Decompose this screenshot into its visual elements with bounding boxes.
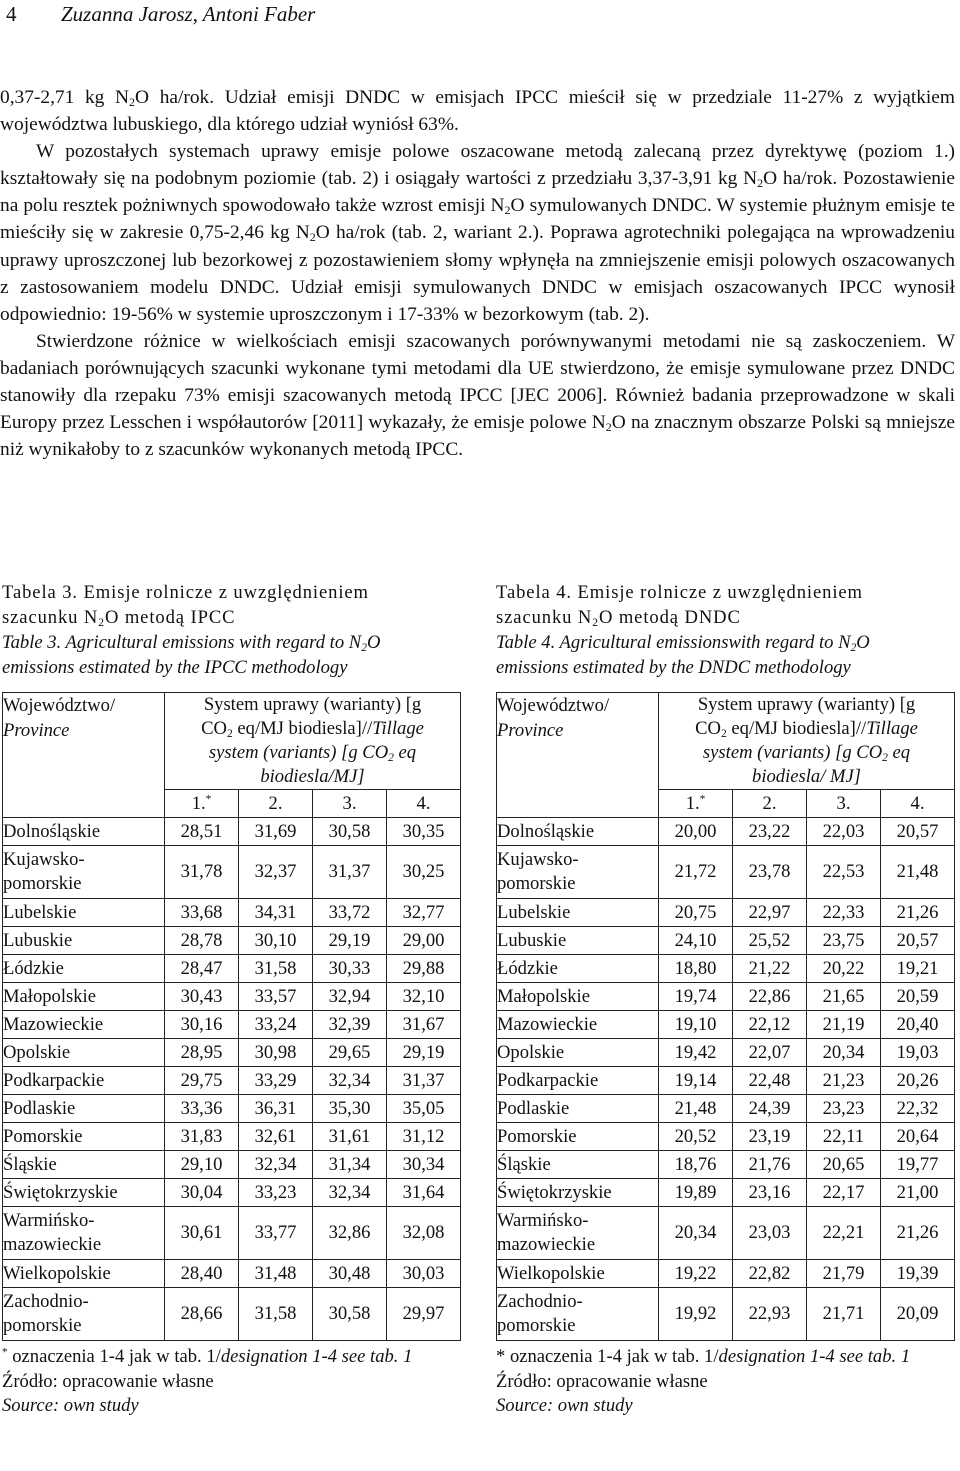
value-cell: 22,03 bbox=[807, 818, 881, 846]
value-cell: 20,34 bbox=[807, 1039, 881, 1067]
table-row bbox=[497, 846, 955, 899]
table-3-body bbox=[3, 693, 461, 1341]
value-cell: 19,10 bbox=[659, 1011, 733, 1039]
value-cell: 23,78 bbox=[733, 846, 807, 899]
value-cell: 25,52 bbox=[733, 927, 807, 955]
value-cell: 22,93 bbox=[733, 1288, 807, 1341]
table-4-body bbox=[497, 693, 955, 1341]
table-row bbox=[497, 1288, 955, 1341]
value-cell: 18,80 bbox=[659, 955, 733, 983]
table-row bbox=[3, 1151, 461, 1179]
table-3-footnote: * oznaczenia 1-4 jak w tab. 1/designation 1-4 see tab. 1 bbox=[2, 1346, 413, 1367]
value-cell: 33,24 bbox=[239, 1011, 313, 1039]
value-cell: 19,21 bbox=[881, 955, 955, 983]
province-cell: Łódzkie bbox=[3, 955, 165, 983]
value-cell: 18,76 bbox=[659, 1151, 733, 1179]
value-cell: 35,05 bbox=[387, 1095, 461, 1123]
value-cell: 21,71 bbox=[807, 1288, 881, 1341]
value-cell: 33,68 bbox=[165, 899, 239, 927]
table-row bbox=[3, 1039, 461, 1067]
variant-header-1: 1.* bbox=[659, 790, 733, 818]
value-cell: 29,75 bbox=[165, 1067, 239, 1095]
value-cell: 22,97 bbox=[733, 899, 807, 927]
table-row bbox=[497, 1179, 955, 1207]
col-header-province: Województwo/ Province bbox=[497, 693, 659, 818]
province-cell: Zachodnio- pomorskie bbox=[497, 1288, 659, 1341]
province-cell: Lubelskie bbox=[3, 899, 165, 927]
value-cell: 21,76 bbox=[733, 1151, 807, 1179]
value-cell: 20,65 bbox=[807, 1151, 881, 1179]
table-row bbox=[497, 1260, 955, 1288]
table-4-title-pl: Tabela 4. Emisje rolnicze z uwzględnieniem szacunku $N_2O$ metodą DNDC bbox=[496, 582, 863, 629]
variant-header-3: 3. bbox=[807, 790, 881, 818]
value-cell: 20,59 bbox=[881, 983, 955, 1011]
province-cell: Mazowieckie bbox=[497, 1011, 659, 1039]
value-cell: 31,34 bbox=[313, 1151, 387, 1179]
table-row bbox=[497, 955, 955, 983]
value-cell: 34,31 bbox=[239, 899, 313, 927]
table-3-source-en: Source: own study bbox=[2, 1395, 139, 1416]
value-cell: 31,48 bbox=[239, 1260, 313, 1288]
table-row bbox=[3, 846, 461, 899]
value-cell: 23,75 bbox=[807, 927, 881, 955]
value-cell: 21,23 bbox=[807, 1067, 881, 1095]
value-cell: 22,32 bbox=[881, 1095, 955, 1123]
province-cell: Podlaskie bbox=[3, 1095, 165, 1123]
province-cell: Świętokrzyskie bbox=[497, 1179, 659, 1207]
value-cell: 20,64 bbox=[881, 1123, 955, 1151]
value-cell: 19,39 bbox=[881, 1260, 955, 1288]
value-cell: 28,78 bbox=[165, 927, 239, 955]
value-cell: 21,22 bbox=[733, 955, 807, 983]
value-cell: 19,22 bbox=[659, 1260, 733, 1288]
province-cell: Mazowieckie bbox=[3, 1011, 165, 1039]
value-cell: 32,39 bbox=[313, 1011, 387, 1039]
variant-header-4: 4. bbox=[387, 790, 461, 818]
value-cell: 21,48 bbox=[659, 1095, 733, 1123]
province-cell: Podkarpackie bbox=[3, 1067, 165, 1095]
table-4-title-en: Table 4. Agricultural emissionswith regard to $N_2O$ emissions estimated by the DNDC methodology bbox=[496, 632, 870, 678]
table-row bbox=[497, 818, 955, 846]
table-row bbox=[497, 1039, 955, 1067]
table-row bbox=[3, 1095, 461, 1123]
value-cell: 31,64 bbox=[387, 1179, 461, 1207]
value-cell: 20,22 bbox=[807, 955, 881, 983]
value-cell: 32,61 bbox=[239, 1123, 313, 1151]
value-cell: 21,48 bbox=[881, 846, 955, 899]
province-cell: Podlaskie bbox=[497, 1095, 659, 1123]
value-cell: 31,37 bbox=[313, 846, 387, 899]
col-header-system: System uprawy (warianty) [g $CO_2$ eq/MJ biodiesla]//Tillage system (variants) [g $CO_2$ eq biodiesla/ MJ] bbox=[659, 693, 955, 790]
value-cell: 28,66 bbox=[165, 1288, 239, 1341]
value-cell: 30,98 bbox=[239, 1039, 313, 1067]
table-3-notes bbox=[2, 1345, 461, 1419]
value-cell: 31,69 bbox=[239, 818, 313, 846]
col-header-system: System uprawy (warianty) [g $CO_2$ eq/MJ biodiesla]//Tillage system (variants) [g $CO_2$ eq biodiesla/MJ] bbox=[165, 693, 461, 790]
value-cell: 22,86 bbox=[733, 983, 807, 1011]
province-cell: Łódzkie bbox=[497, 955, 659, 983]
province-cell: Pomorskie bbox=[3, 1123, 165, 1151]
value-cell: 31,61 bbox=[313, 1123, 387, 1151]
value-cell: 36,31 bbox=[239, 1095, 313, 1123]
province-cell: Kujawsko- pomorskie bbox=[3, 846, 165, 899]
value-cell: 19,89 bbox=[659, 1179, 733, 1207]
variant-header-2: 2. bbox=[239, 790, 313, 818]
value-cell: 33,72 bbox=[313, 899, 387, 927]
col-header-province: Województwo/ Province bbox=[3, 693, 165, 818]
value-cell: 30,61 bbox=[165, 1207, 239, 1260]
value-cell: 29,88 bbox=[387, 955, 461, 983]
value-cell: 20,26 bbox=[881, 1067, 955, 1095]
value-cell: 22,82 bbox=[733, 1260, 807, 1288]
value-cell: 20,75 bbox=[659, 899, 733, 927]
value-cell: 32,34 bbox=[313, 1067, 387, 1095]
table-3-title-pl: Tabela 3. Emisje rolnicze z uwzględnieniem szacunku $N_2O$ metodą IPCC bbox=[2, 582, 369, 629]
province-cell: Pomorskie bbox=[497, 1123, 659, 1151]
value-cell: 31,78 bbox=[165, 846, 239, 899]
province-cell: Małopolskie bbox=[3, 983, 165, 1011]
value-cell: 20,00 bbox=[659, 818, 733, 846]
table-row bbox=[3, 818, 461, 846]
table-4-footnote: * oznaczenia 1-4 jak w tab. 1/designation 1-4 see tab. 1 bbox=[496, 1346, 911, 1367]
table-row bbox=[3, 1011, 461, 1039]
value-cell: 30,48 bbox=[313, 1260, 387, 1288]
value-cell: 33,57 bbox=[239, 983, 313, 1011]
province-cell: Warmińsko- mazowieckie bbox=[497, 1207, 659, 1260]
value-cell: 31,37 bbox=[387, 1067, 461, 1095]
table-3 bbox=[2, 692, 461, 1341]
table-4 bbox=[496, 692, 955, 1341]
province-cell: Lubuskie bbox=[3, 927, 165, 955]
page-number: 4 bbox=[6, 2, 17, 26]
table-row bbox=[497, 983, 955, 1011]
paragraph-3: Stwierdzone różnice w wielkościach emisji szacowanych porównywanymi metodami nie są zaskoczeniem. W badaniach porównujących szacunki wykonane tymi metodami dla UE stwierdzono, że emisje symulowane przez DNDC stanowiły dla rzepaku 73% emisji szacowanych metodą IPCC [JEC 2006]. Również badania przeprowadzone w skali Europy przez Lesschen i współautorów [2011] wykazały, że emisje polowe $N_2O$ na znacznym obszarze Polski są mniejsze niż wynikałoby to z szacunków wykonanych metodą IPCC. bbox=[0, 330, 955, 461]
value-cell: 32,34 bbox=[239, 1151, 313, 1179]
value-cell: 30,58 bbox=[313, 818, 387, 846]
table-header-row bbox=[497, 693, 955, 790]
value-cell: 20,09 bbox=[881, 1288, 955, 1341]
value-cell: 28,40 bbox=[165, 1260, 239, 1288]
value-cell: 22,12 bbox=[733, 1011, 807, 1039]
value-cell: 30,35 bbox=[387, 818, 461, 846]
table-row bbox=[3, 899, 461, 927]
value-cell: 29,97 bbox=[387, 1288, 461, 1341]
value-cell: 22,48 bbox=[733, 1067, 807, 1095]
value-cell: 32,86 bbox=[313, 1207, 387, 1260]
table-row bbox=[3, 1207, 461, 1260]
value-cell: 21,79 bbox=[807, 1260, 881, 1288]
table-3-source-pl: Źródło: opracowanie własne bbox=[2, 1370, 214, 1392]
value-cell: 23,16 bbox=[733, 1179, 807, 1207]
value-cell: 21,00 bbox=[881, 1179, 955, 1207]
value-cell: 21,72 bbox=[659, 846, 733, 899]
value-cell: 28,95 bbox=[165, 1039, 239, 1067]
value-cell: 29,65 bbox=[313, 1039, 387, 1067]
value-cell: 23,19 bbox=[733, 1123, 807, 1151]
province-cell: Podkarpackie bbox=[497, 1067, 659, 1095]
value-cell: 32,34 bbox=[313, 1179, 387, 1207]
table-4-notes bbox=[496, 1345, 955, 1419]
variant-header-3: 3. bbox=[313, 790, 387, 818]
value-cell: 21,26 bbox=[881, 899, 955, 927]
value-cell: 19,92 bbox=[659, 1288, 733, 1341]
value-cell: 31,58 bbox=[239, 1288, 313, 1341]
province-cell: Śląskie bbox=[3, 1151, 165, 1179]
value-cell: 19,14 bbox=[659, 1067, 733, 1095]
value-cell: 21,26 bbox=[881, 1207, 955, 1260]
body-text bbox=[0, 84, 955, 463]
value-cell: 20,52 bbox=[659, 1123, 733, 1151]
value-cell: 31,58 bbox=[239, 955, 313, 983]
value-cell: 32,10 bbox=[387, 983, 461, 1011]
value-cell: 28,47 bbox=[165, 955, 239, 983]
value-cell: 19,42 bbox=[659, 1039, 733, 1067]
table-row bbox=[497, 1067, 955, 1095]
value-cell: 20,57 bbox=[881, 818, 955, 846]
value-cell: 33,23 bbox=[239, 1179, 313, 1207]
value-cell: 19,77 bbox=[881, 1151, 955, 1179]
province-cell: Warmińsko- mazowieckie bbox=[3, 1207, 165, 1260]
province-cell: Opolskie bbox=[3, 1039, 165, 1067]
value-cell: 33,77 bbox=[239, 1207, 313, 1260]
value-cell: 22,33 bbox=[807, 899, 881, 927]
variant-header-1: 1.* bbox=[165, 790, 239, 818]
value-cell: 32,08 bbox=[387, 1207, 461, 1260]
running-authors: Zuzanna Jarosz, Antoni Faber bbox=[61, 2, 316, 26]
table-3-title-en: Table 3. Agricultural emissions with regard to $N_2O$ emissions estimated by the IPCC methodology bbox=[2, 632, 381, 678]
value-cell: 35,30 bbox=[313, 1095, 387, 1123]
table-header-row bbox=[3, 693, 461, 790]
value-cell: 20,40 bbox=[881, 1011, 955, 1039]
value-cell: 30,04 bbox=[165, 1179, 239, 1207]
value-cell: 30,33 bbox=[313, 955, 387, 983]
province-cell: Zachodnio- pomorskie bbox=[3, 1288, 165, 1341]
value-cell: 28,51 bbox=[165, 818, 239, 846]
value-cell: 33,29 bbox=[239, 1067, 313, 1095]
paragraph-2: W pozostałych systemach uprawy emisje polowe oszacowane metodą zalecaną przez dyrektywę (poziom 1.) kształtowały się na podobnym poziomie (tab. 2) i osiągały wartości z przedziału 3,37-3,91 kg $N_2O$ ha/rok. Pozostawienie na polu resztek pożniwnych spowodowało także wzrost emisji $N_2O$ symulowanych DNDC. W systemie płużnym emisje te mieściły się w zakresie 0,75-2,46 kg $N_2O$ ha/rok (tab. 2, wariant 2.). Poprawa agrotechniki polegająca na wprowadzeniu uprawy uproszczonej lub bezorkowej z pozostawieniem słomy wpłynęła na zmniejszenie emisji polowych oszacowanych z zastosowaniem modelu DNDC. Udział emisji symulowanych DNDC w emisjach oszacowanych IPCC wynosił odpowiednio: 19-56% w systemie uproszczonym i 17-33% w bezorkowym (tab. 2). bbox=[0, 141, 956, 325]
table-3-block bbox=[2, 580, 461, 1419]
province-cell: Dolnośląskie bbox=[3, 818, 165, 846]
table-4-source-en: Source: own study bbox=[496, 1395, 633, 1416]
table-row bbox=[3, 983, 461, 1011]
value-cell: 29,00 bbox=[387, 927, 461, 955]
table-row bbox=[3, 1288, 461, 1341]
value-cell: 31,12 bbox=[387, 1123, 461, 1151]
value-cell: 22,07 bbox=[733, 1039, 807, 1067]
value-cell: 31,83 bbox=[165, 1123, 239, 1151]
value-cell: 22,53 bbox=[807, 846, 881, 899]
table-row bbox=[3, 1123, 461, 1151]
value-cell: 21,19 bbox=[807, 1011, 881, 1039]
value-cell: 30,58 bbox=[313, 1288, 387, 1341]
table-row bbox=[497, 1151, 955, 1179]
value-cell: 20,57 bbox=[881, 927, 955, 955]
table-row bbox=[497, 927, 955, 955]
province-cell: Dolnośląskie bbox=[497, 818, 659, 846]
province-cell: Kujawsko- pomorskie bbox=[497, 846, 659, 899]
province-cell: Lubuskie bbox=[497, 927, 659, 955]
table-row bbox=[3, 1179, 461, 1207]
value-cell: 32,94 bbox=[313, 983, 387, 1011]
value-cell: 30,03 bbox=[387, 1260, 461, 1288]
table-row bbox=[3, 1067, 461, 1095]
value-cell: 24,10 bbox=[659, 927, 733, 955]
value-cell: 22,21 bbox=[807, 1207, 881, 1260]
table-row bbox=[497, 1095, 955, 1123]
value-cell: 29,19 bbox=[313, 927, 387, 955]
value-cell: 19,03 bbox=[881, 1039, 955, 1067]
value-cell: 29,19 bbox=[387, 1039, 461, 1067]
province-cell: Opolskie bbox=[497, 1039, 659, 1067]
value-cell: 22,11 bbox=[807, 1123, 881, 1151]
province-cell: Wielkopolskie bbox=[497, 1260, 659, 1288]
table-row bbox=[497, 1011, 955, 1039]
province-cell: Małopolskie bbox=[497, 983, 659, 1011]
province-cell: Śląskie bbox=[497, 1151, 659, 1179]
province-cell: Wielkopolskie bbox=[3, 1260, 165, 1288]
table-row bbox=[3, 927, 461, 955]
value-cell: 21,65 bbox=[807, 983, 881, 1011]
value-cell: 22,17 bbox=[807, 1179, 881, 1207]
variant-header-2: 2. bbox=[733, 790, 807, 818]
value-cell: 30,10 bbox=[239, 927, 313, 955]
table-row bbox=[3, 955, 461, 983]
variant-header-4: 4. bbox=[881, 790, 955, 818]
table-row bbox=[3, 1260, 461, 1288]
table-row bbox=[497, 899, 955, 927]
value-cell: 33,36 bbox=[165, 1095, 239, 1123]
value-cell: 30,16 bbox=[165, 1011, 239, 1039]
value-cell: 23,23 bbox=[807, 1095, 881, 1123]
value-cell: 23,03 bbox=[733, 1207, 807, 1260]
table-4-source-pl: Źródło: opracowanie własne bbox=[496, 1370, 708, 1392]
value-cell: 20,34 bbox=[659, 1207, 733, 1260]
value-cell: 30,43 bbox=[165, 983, 239, 1011]
value-cell: 30,34 bbox=[387, 1151, 461, 1179]
table-row bbox=[497, 1207, 955, 1260]
value-cell: 31,67 bbox=[387, 1011, 461, 1039]
value-cell: 24,39 bbox=[733, 1095, 807, 1123]
value-cell: 32,77 bbox=[387, 899, 461, 927]
province-cell: Lubelskie bbox=[497, 899, 659, 927]
value-cell: 30,25 bbox=[387, 846, 461, 899]
value-cell: 32,37 bbox=[239, 846, 313, 899]
province-cell: Świętokrzyskie bbox=[3, 1179, 165, 1207]
table-row bbox=[497, 1123, 955, 1151]
value-cell: 23,22 bbox=[733, 818, 807, 846]
value-cell: 19,74 bbox=[659, 983, 733, 1011]
page-header bbox=[6, 2, 315, 27]
paragraph-1: 0,37-2,71 kg $N_2O$ ha/rok. Udział emisji DNDC w emisjach IPCC mieścił się w przedziale 11-27% z wyjątkiem województwa lubuskiego, dla którego udział wyniósł 63%. bbox=[0, 87, 955, 136]
value-cell: 29,10 bbox=[165, 1151, 239, 1179]
table-4-block bbox=[496, 580, 955, 1419]
